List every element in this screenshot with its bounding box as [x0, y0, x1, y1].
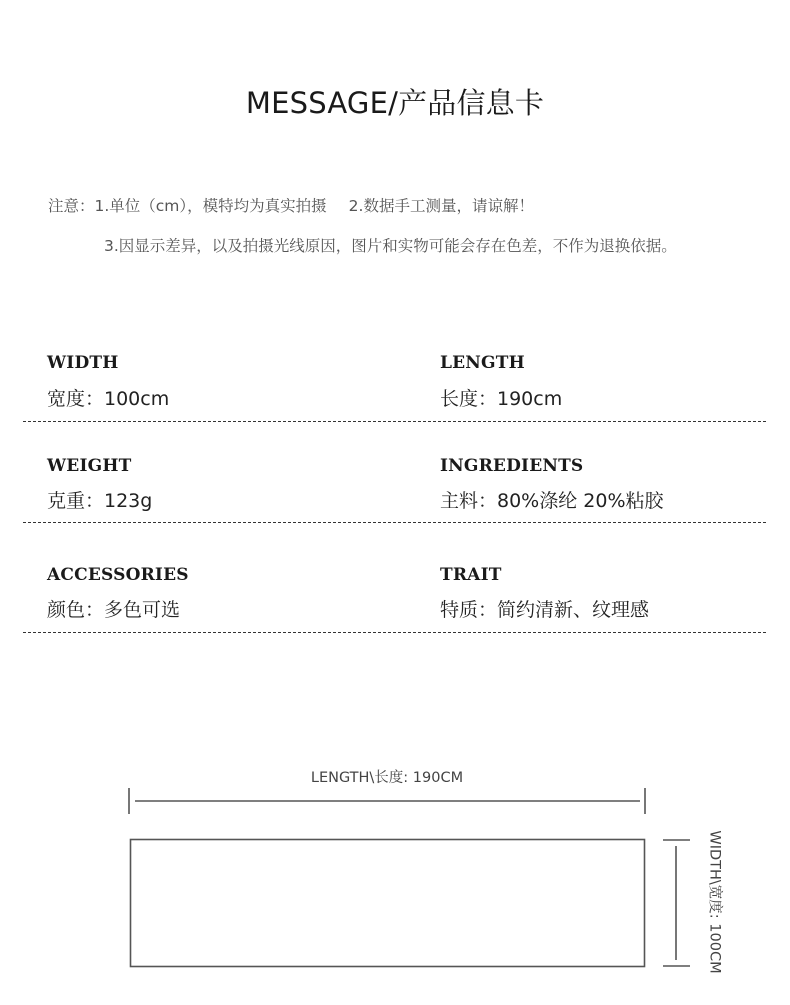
spec-value-weight: 克重：123g: [47, 490, 153, 512]
length-dimension-line: [129, 788, 645, 814]
spec-value-ingredients: 主料：80%涤纶 20%粘胶: [440, 490, 664, 512]
spec-label-weight: WEIGHT: [47, 456, 132, 476]
spec-label-width: WIDTH: [47, 353, 119, 373]
spec-value-trait: 特质：简约清新、纹理感: [440, 599, 650, 621]
notice-line-2: 3.因显示差异，以及拍摄光线原因，图片和实物可能会存在色差，不作为退换依据。: [104, 237, 677, 255]
spec-label-accessories: ACCESSORIES: [47, 565, 189, 585]
notice-units-text: 注意：1.单位（cm），模特均为真实拍摄: [48, 197, 327, 215]
spec-value-length: 长度：190cm: [440, 388, 563, 410]
spec-label-ingredients: INGREDIENTS: [440, 456, 584, 476]
length-dimension-label: LENGTH\长度: 190CM: [310, 770, 464, 786]
page-title: MESSAGE/产品信息卡: [245, 86, 545, 121]
width-dimension-line: [663, 840, 690, 966]
spec-label-length: LENGTH: [440, 353, 525, 373]
spec-label-trait: TRAIT: [440, 565, 502, 585]
spec-value-accessories: 颜色：多色可选: [47, 599, 181, 621]
scarf-outline: [131, 840, 645, 967]
spec-value-width: 宽度：100cm: [47, 388, 170, 410]
width-dimension-label: WIDTH\宽度: 100CM: [706, 830, 723, 974]
notice-measure-text: 2.数据手工测量，请谅解！: [348, 197, 534, 215]
